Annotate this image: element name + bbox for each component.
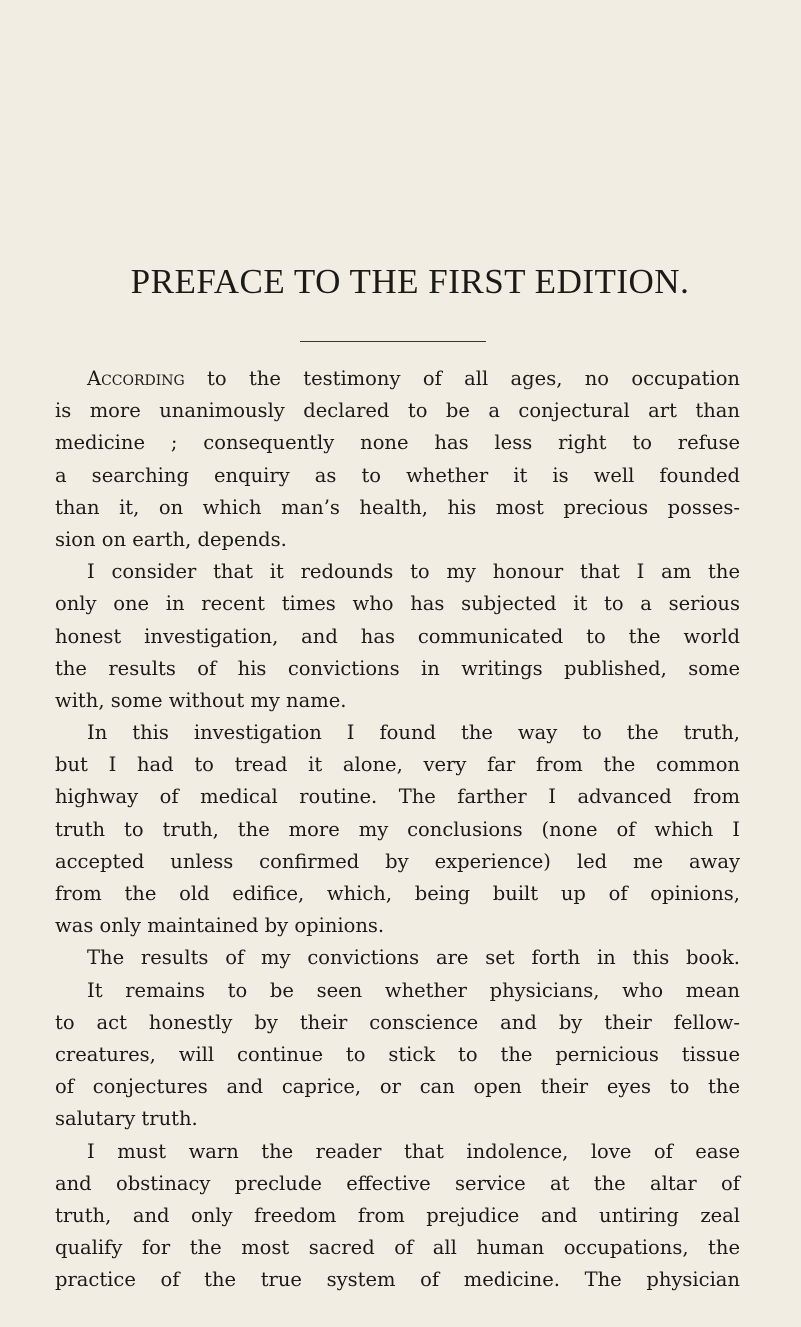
text-line: from the old edifice, which, being built up of opinions, xyxy=(55,882,740,905)
text-line: honest investigation, and has communicated to the world xyxy=(55,624,740,648)
preface-text xyxy=(55,363,740,1296)
text-line: qualify for the most sacred of all human occupations, the xyxy=(55,1236,740,1260)
text-line: practice of the true system of medicine. The physician xyxy=(55,1268,740,1292)
text-line: sion on earth, depends. xyxy=(55,527,287,551)
title-divider xyxy=(300,341,486,342)
text-line: In this investigation I found the way to the truth, xyxy=(87,721,740,745)
text-line: I consider that it redounds to my honour that I am the xyxy=(87,560,740,584)
text-line: is more unanimously declared to be a conjectural art than xyxy=(55,399,740,423)
text-line: truth to truth, the more my conclusions (none of which I xyxy=(55,817,740,841)
text-line: It remains to be seen whether physicians, who mean xyxy=(87,978,740,1002)
text-line: accepted unless confirmed by experience) led me away xyxy=(55,849,740,873)
text-line: I must warn the reader that indolence, love of ease xyxy=(87,1139,740,1163)
text-line: truth, and only freedom from prejudice and untiring zeal xyxy=(55,1203,740,1227)
text-line: the results of his convictions in writings published, some xyxy=(55,656,740,680)
text-line: The results of my convictions are set forth in this book. xyxy=(87,946,740,970)
text-line: medicine ; consequently none has less right to refuse xyxy=(55,431,740,455)
text-line: but I had to tread it alone, very far from the common xyxy=(55,753,740,777)
text-line: a searching enquiry as to whether it is well founded xyxy=(55,463,740,487)
text-line: According to the testimony of all ages, no occupation xyxy=(87,367,740,390)
text-line: with, some without my name. xyxy=(55,688,347,712)
text-line: than it, on which man’s health, his most precious posses- xyxy=(55,495,740,519)
text-line: salutary truth. xyxy=(55,1107,198,1131)
text-line: of conjectures and caprice, or can open their eyes to the xyxy=(55,1075,740,1099)
text-line: to act honestly by their conscience and by their fellow- xyxy=(55,1010,740,1034)
text-line: highway of medical routine. The farther I advanced from xyxy=(55,785,740,809)
text-line: only one in recent times who has subjected it to a serious xyxy=(55,592,740,616)
text-line: and obstinacy preclude effective service at the altar of xyxy=(55,1171,740,1195)
page-title: PREFACE TO THE FIRST EDITION. xyxy=(130,262,690,301)
text-line: was only maintained by opinions. xyxy=(55,914,385,938)
drop-word: According xyxy=(87,367,185,390)
text-line: creatures, will continue to stick to the pernicious tissue xyxy=(55,1042,740,1066)
